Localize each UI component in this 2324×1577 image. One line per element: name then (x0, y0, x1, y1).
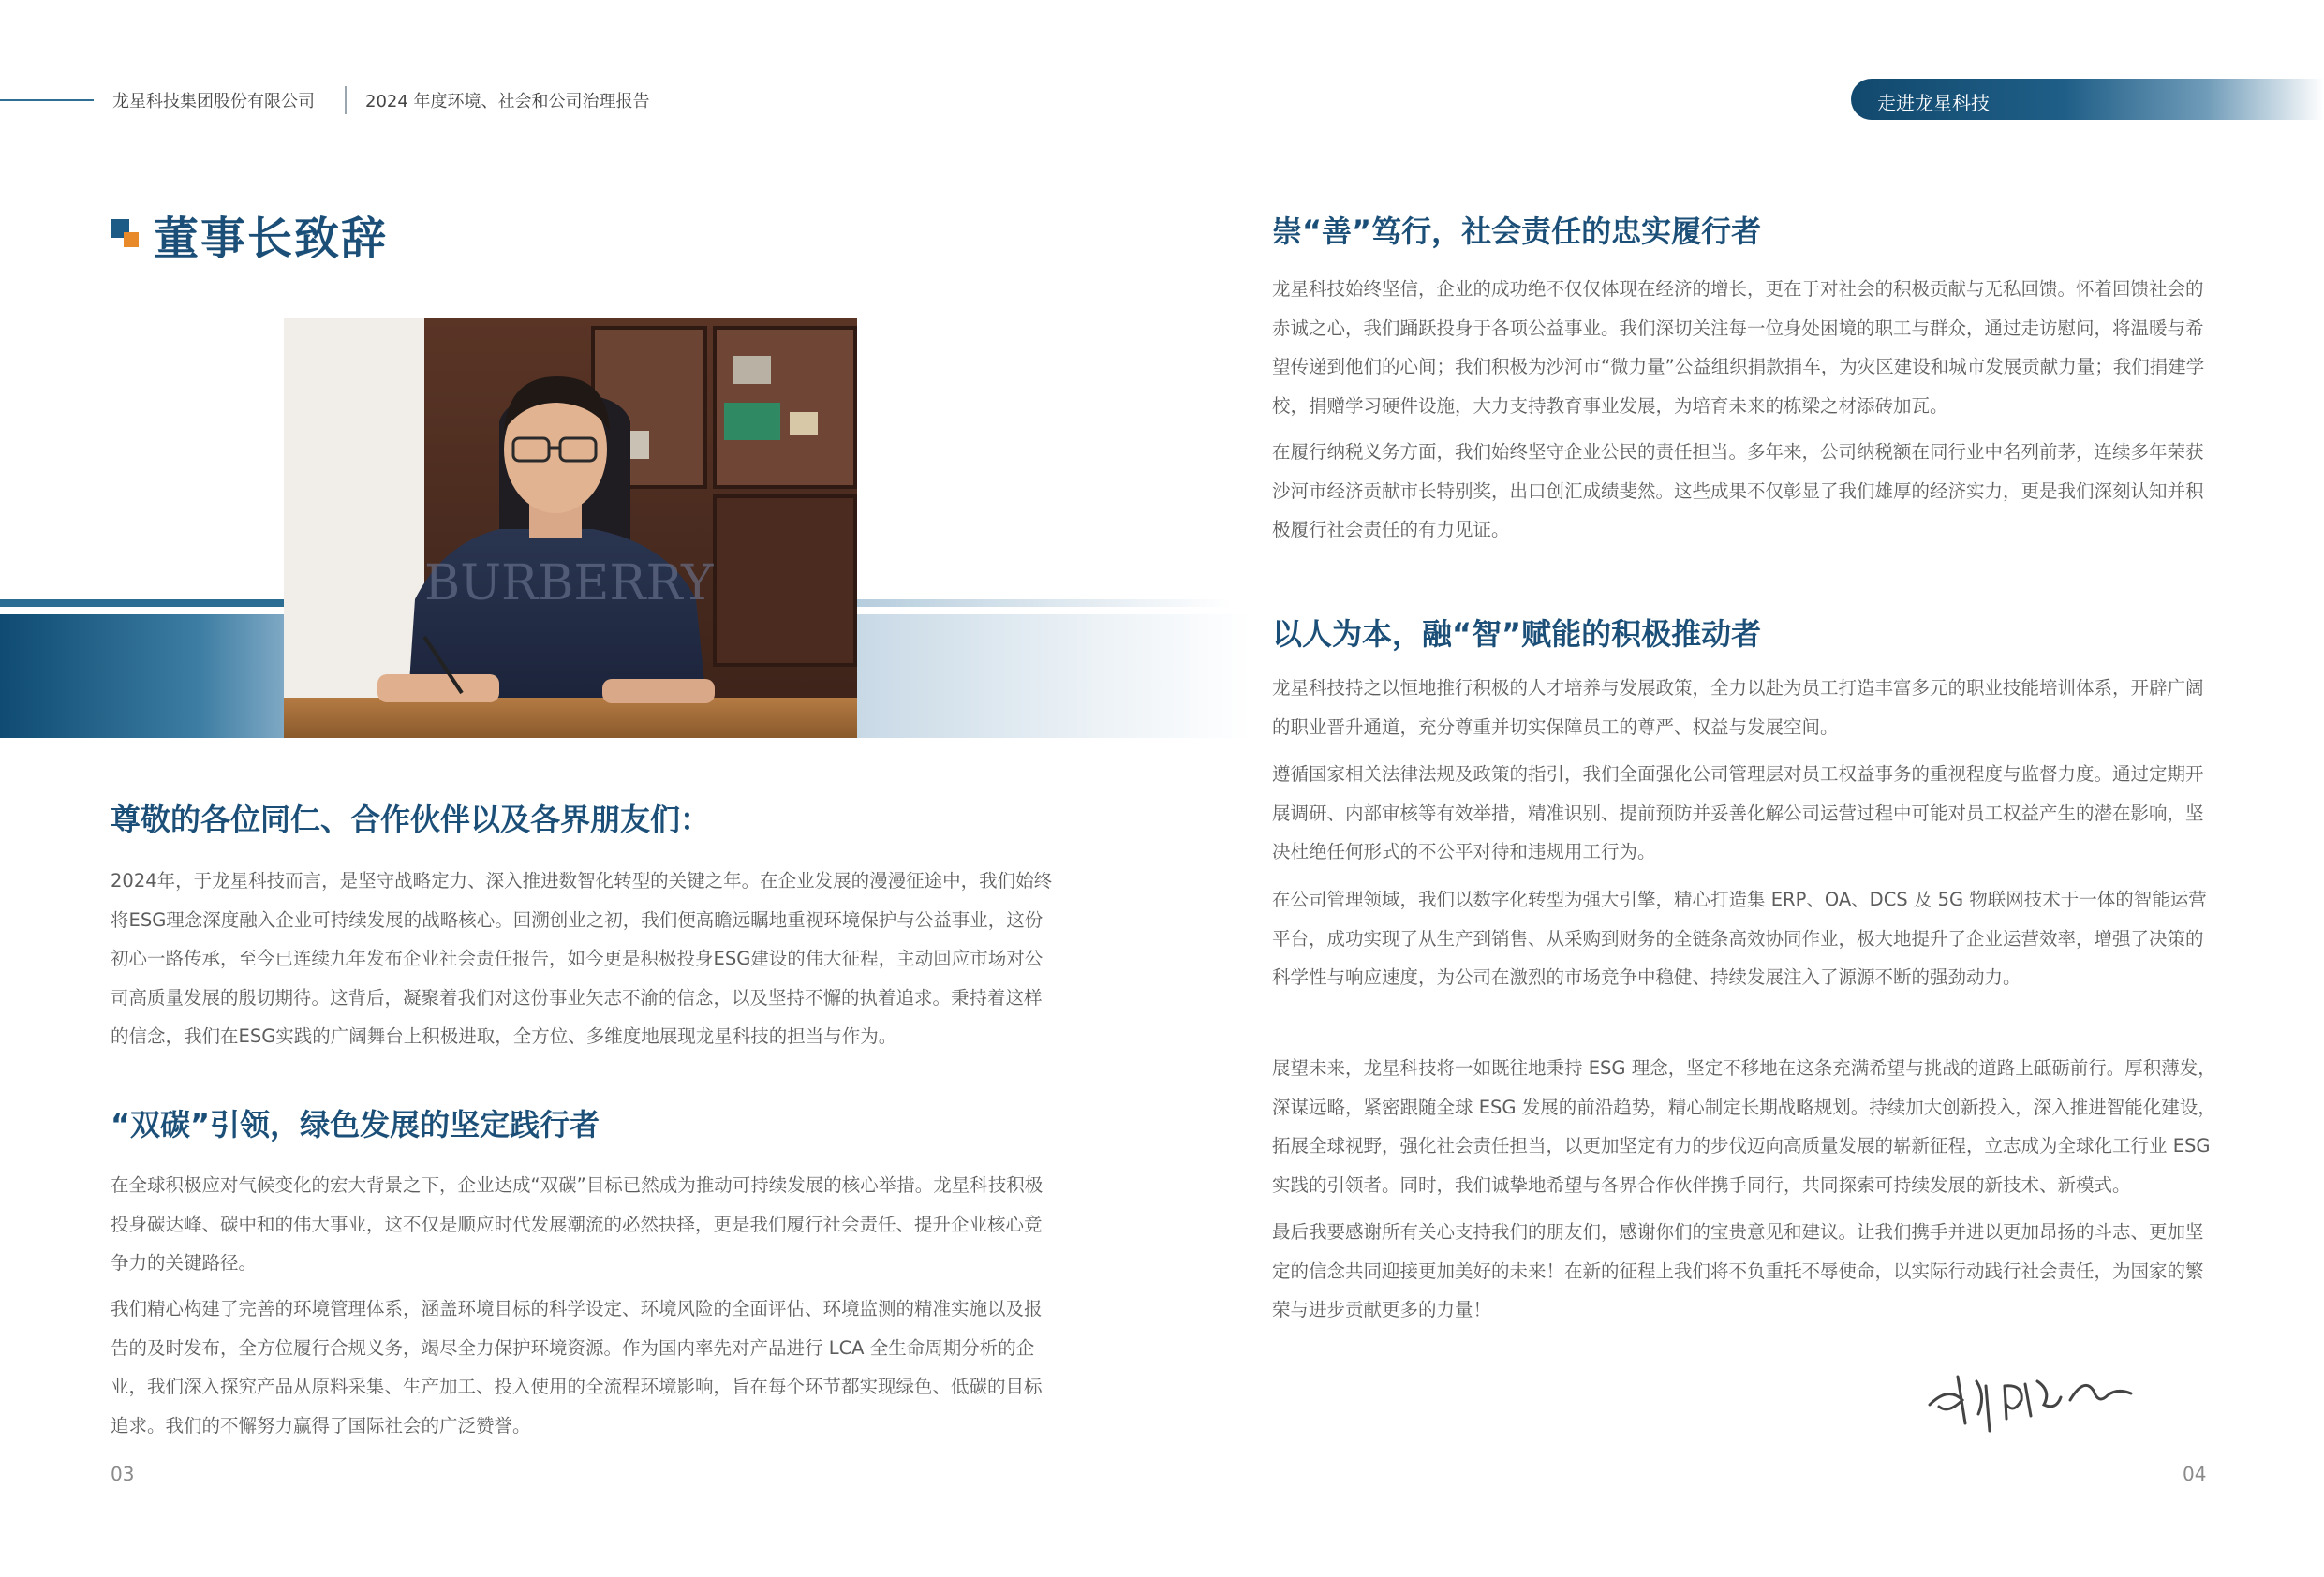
people-paragraph-3: 在公司管理领域，我们以数字化转型为强大引擎，精心打造集 ERP、OA、DCS 及 5G 物联网技术于一体的智能运营平台，成功实现了从生产到销售、从采购到财务的全链条高效协同作业，极大地提升了企业运营效率，增强了决策的科学性与响应速度，为公司在激烈的市场竞争中稳健、持续发展注入了源源不断的强劲动力。 (1272, 889, 2207, 988)
greeting-heading: 尊敬的各位同仁、合作伙伴以及各界朋友们： (111, 802, 711, 837)
page-number-right: 04 (2183, 1463, 2207, 1485)
decor-band-right (857, 614, 1251, 738)
outlook-paragraph: 展望未来，龙星科技将一如既往地秉持 ESG 理念，坚定不移地在这条充满希望与挑战的道路上砥砺前行。厚积薄发，深谋远略，紧密跟随全球 ESG 发展的前沿趋势，精心制定长期战略规划。持续加大创新投入，深入推进智能化建设，拓展全球视野，强化社会责任担当，以更加坚定有力的步伐迈向高质量发展的崭新征程，立志成为全球化工行业 ESG 实践的引领者。同时，我们诚挚地希望与各界合作伙伴携手同行，共同探索可持续发展的新技术、新模式。 (1272, 1057, 2216, 1196)
section-tab[interactable] (1851, 79, 2324, 120)
decor-band-left-thin (0, 599, 284, 607)
title-square-icon (111, 219, 139, 247)
dual-carbon-paragraph-2: 我们精心构建了完善的环境管理体系，涵盖环境目标的科学设定、环境风险的全面评估、环境监测的精准实施以及报告的及时发布，全方位履行合规义务，竭尽全力保护环境资源。作为国内率先对产品进行 LCA 全生命周期分析的企业，我们深入探究产品从原料采集、生产加工、投入使用的全流程环境影响，旨在每个环节都实现绿色、低碳的目标追求。我们的不懈努力赢得了国际社会的广泛赞誉。 (111, 1298, 1043, 1437)
section-heading-people: 以人为本，融“智”赋能的积极推动者 (1272, 616, 1762, 652)
page-title: 董事长致辞 (154, 213, 389, 265)
decor-band-right-thin (857, 599, 1232, 607)
page-number-left: 03 (111, 1463, 135, 1485)
dual-carbon-paragraph-1: 在全球积极应对气候变化的宏大背景之下，企业达成“双碳”目标已然成为推动可持续发展的核心举措。龙星科技积极投身碳达峰、碳中和的伟大事业，这不仅是顺应时代发展潮流的必然抉择，更是我们履行社会责任、提升企业核心竞争力的关键路径。 (111, 1174, 1044, 1274)
section-tab-label: 走进龙星科技 (1877, 92, 1990, 114)
shirt-print: BURBERRY (424, 555, 714, 612)
header-divider (345, 86, 347, 114)
header-rule (0, 99, 94, 101)
chairman-photo (284, 318, 857, 738)
people-paragraph-1: 龙星科技持之以恒地推行积极的人才培养与发展政策，全力以赴为员工打造丰富多元的职业技能培训体系，开辟广阔的职业晋升通道，充分尊重并切实保障员工的尊严、权益与发展空间。 (1272, 677, 2204, 738)
social-paragraph-2: 在履行纳税义务方面，我们始终坚守企业公民的责任担当。多年来，公司纳税额在同行业中名列前茅，连续多年荣获沙河市经济贡献市长特别奖，出口创汇成绩斐然。这些成果不仅彰显了我们雄厚的经济实力，更是我们深刻认知并积极履行社会责任的有力见证。 (1272, 441, 2204, 540)
header-company-name: 龙星科技集团股份有限公司 (112, 92, 315, 111)
chairman-photo-illustration (284, 318, 857, 738)
closing-paragraph: 最后我要感谢所有关心支持我们的朋友们，感谢你们的宝贵意见和建议。让我们携手并进以更加昂扬的斗志、更加坚定的信念共同迎接更加美好的未来！在新的征程上我们将不负重托不辱使命，以实际行动践行社会责任，为国家的繁荣与进步贡献更多的力量！ (1272, 1221, 2204, 1320)
people-paragraph-2: 遵循国家相关法律法规及政策的指引，我们全面强化公司管理层对员工权益事务的重视程度与监督力度。通过定期开展调研、内部审核等有效举措，精准识别、提前预防并妥善化解公司运营过程中可能对员工权益产生的潜在影响，坚决杜绝任何形式的不公平对待和违规用工行为。 (1272, 763, 2204, 862)
chairman-signature (1920, 1349, 2136, 1433)
section-heading-dual-carbon: “双碳”引领，绿色发展的坚定践行者 (111, 1107, 600, 1142)
header-report-title: 2024 年度环境、社会和公司治理报告 (365, 92, 650, 111)
social-paragraph-1: 龙星科技始终坚信，企业的成功绝不仅仅体现在经济的增长，更在于对社会的积极贡献与无私回馈。怀着回馈社会的赤诚之心，我们踊跃投身于各项公益事业。我们深切关注每一位身处困境的职工与群众，通过走访慰问，将温暖与希望传递到他们的心间；我们积极为沙河市“微力量”公益组织捐款捐车，为灾区建设和城市发展贡献力量；我们捐建学校，捐赠学习硬件设施，大力支持教育事业发展，为培育未来的栋梁之材添砖加瓦。 (1272, 278, 2205, 417)
section-heading-social: 崇“善”笃行，社会责任的忠实履行者 (1272, 214, 1762, 249)
intro-paragraph: 2024年，于龙星科技而言，是坚守战略定力、深入推进数智化转型的关键之年。在企业发展的漫漫征途中，我们始终将ESG理念深度融入企业可持续发展的战略核心。回溯创业之初，我们便高瞻远瞩地重视环境保护与公益事业，这份初心一路传承，至今已连续九年发布企业社会责任报告，如今更是积极投身ESG建设的伟大征程，主动回应市场对公司高质量发展的殷切期待。这背后，凝聚着我们对这份事业矢志不渝的信念，以及坚持不懈的执着追求。秉持着这样的信念，我们在ESG实践的广阔舞台上积极进取，全方位、多维度地展现龙星科技的担当与作为。 (111, 870, 1053, 1047)
decor-band-left (0, 614, 284, 738)
